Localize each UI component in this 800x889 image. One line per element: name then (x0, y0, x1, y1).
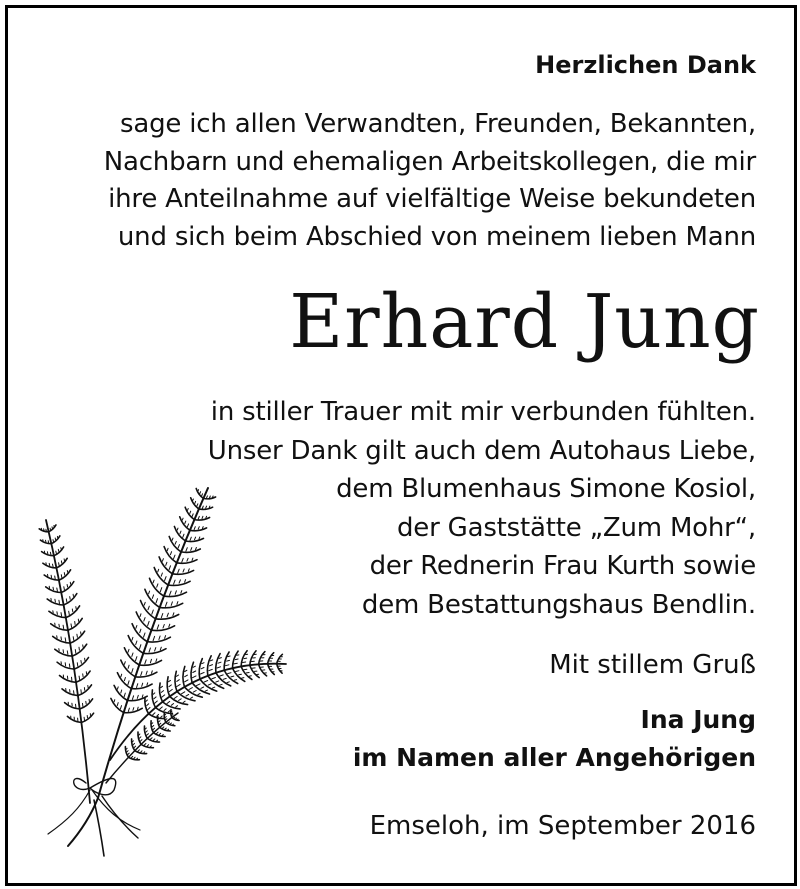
intro-paragraph (104, 106, 756, 256)
deceased-name: Erhard Jung (289, 279, 760, 365)
place-date: Emseloh, im September 2016 (369, 811, 756, 841)
thanks-line: in stiller Trauer mit mir verbunden fühlten. (210, 397, 756, 427)
thanks-line: dem Bestattungshaus Bendlin. (361, 589, 756, 620)
thanks-line: dem Blumenhaus Simone Kosiol, (336, 474, 756, 504)
intro-line: ihre Anteilnahme auf vielfältige Weise bekundeten (108, 184, 756, 214)
notice-heading: Herzlichen Dank (535, 51, 756, 79)
fern-branch-icon (28, 478, 298, 863)
intro-line: Nachbarn und ehemaligen Arbeitskollegen, die mir (103, 146, 756, 177)
thanks-line: der Rednerin Frau Kurth sowie (369, 551, 756, 581)
closing-greeting: Mit stillem Gruß (549, 650, 756, 680)
signature-name: Ina Jung (640, 705, 756, 734)
thanks-line: Unser Dank gilt auch dem Autohaus Liebe, (207, 435, 756, 466)
signature-subline: im Namen aller Angehörigen (352, 743, 756, 772)
thanks-line: der Gaststätte „Zum Mohr“, (397, 512, 756, 543)
intro-line: und sich beim Abschied von meinem lieben Mann (117, 221, 756, 252)
intro-line: sage ich allen Verwandten, Freunden, Bekannten, (120, 109, 756, 139)
